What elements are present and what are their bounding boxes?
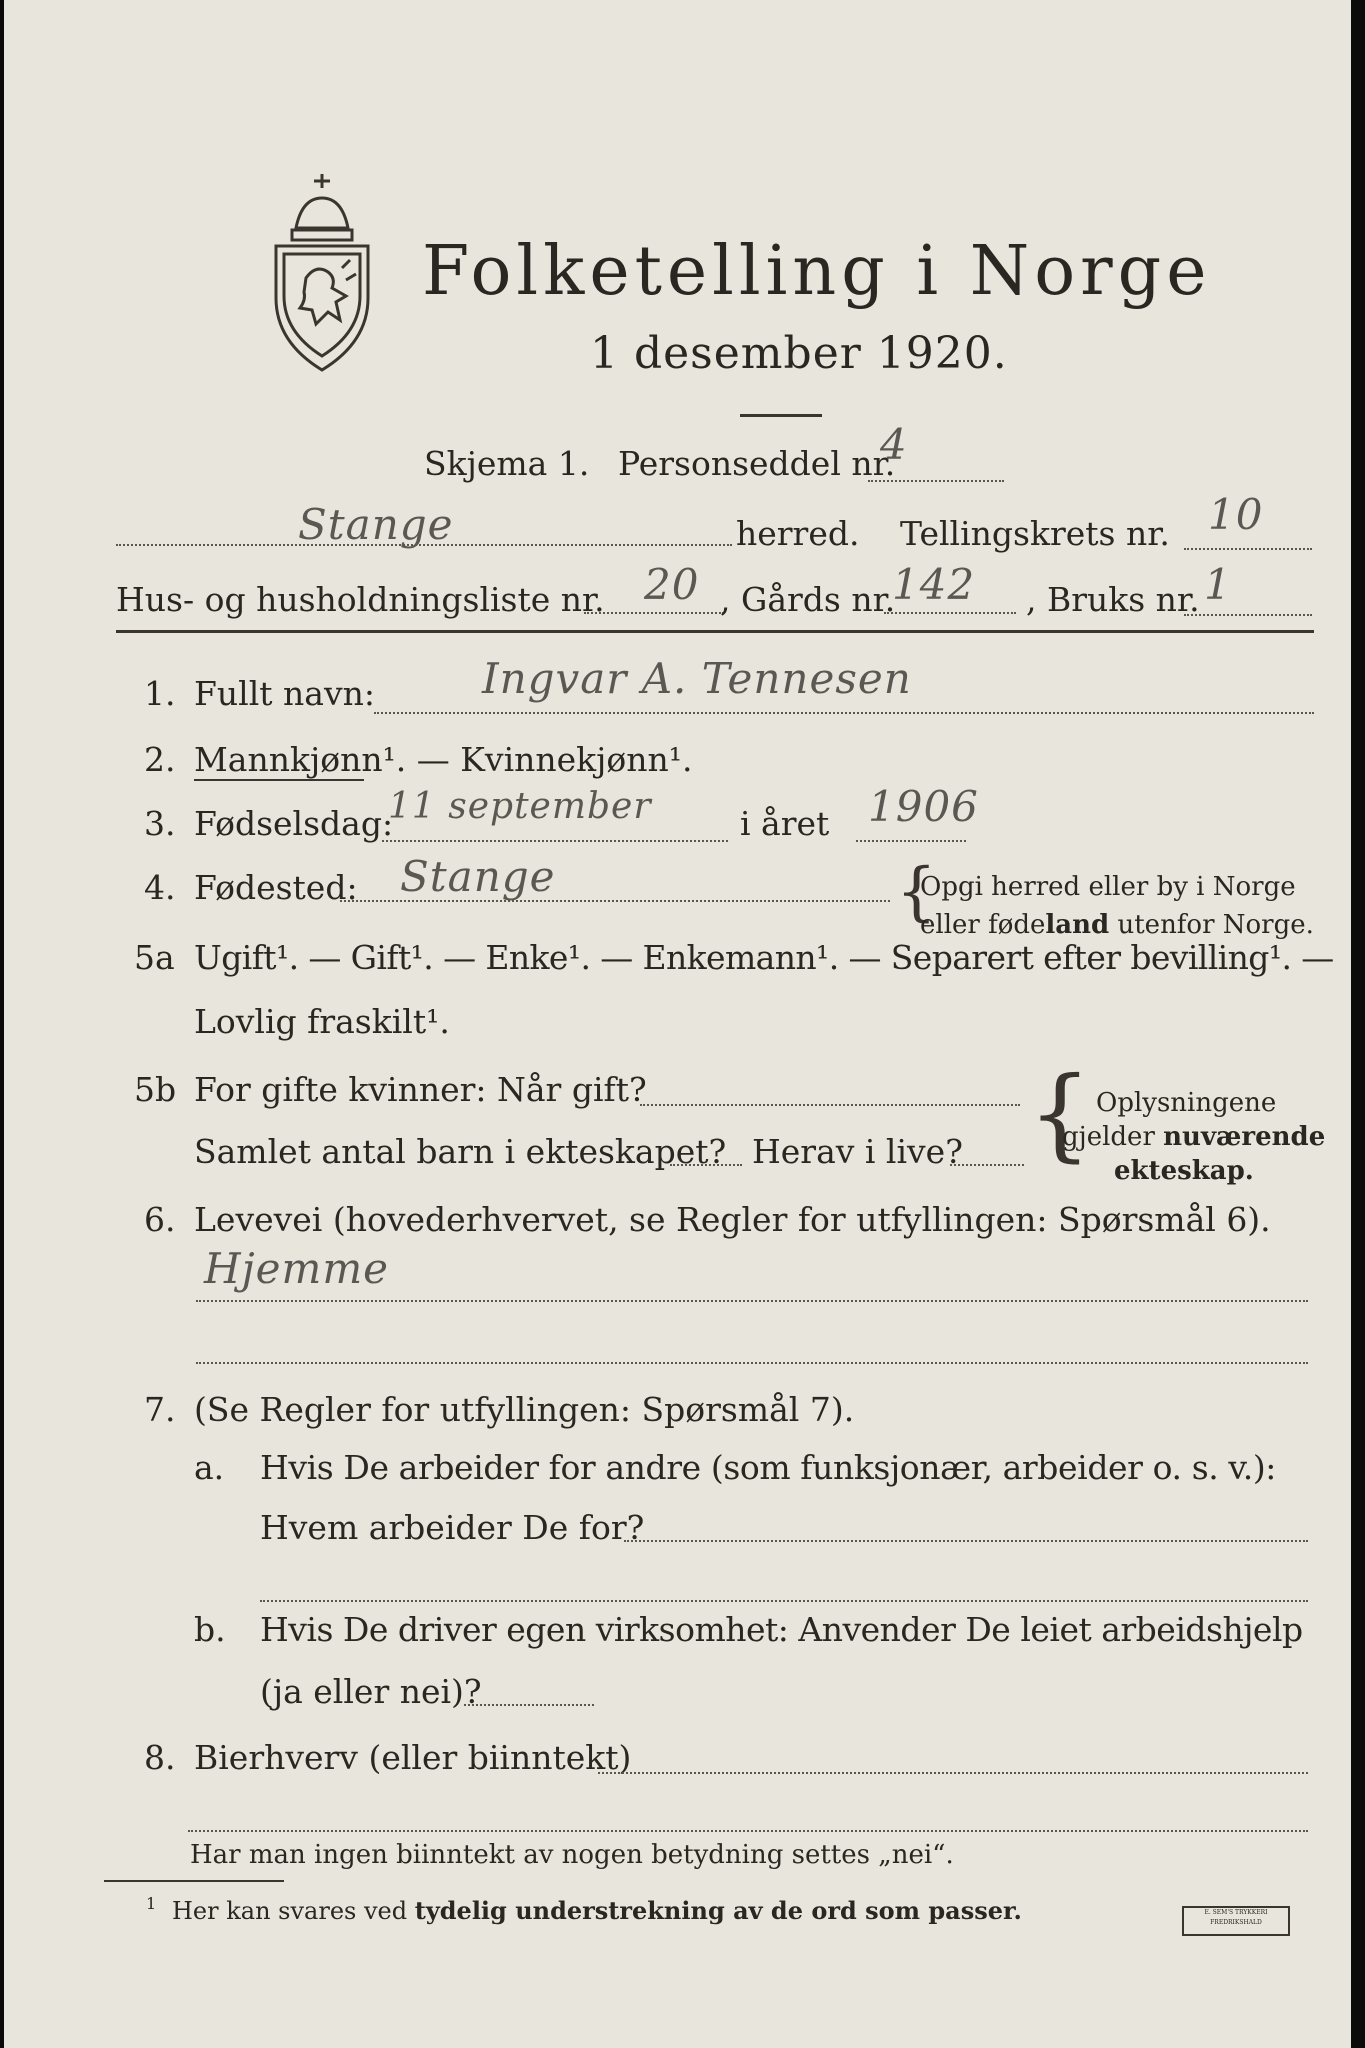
q7-number: 7. <box>144 1390 176 1429</box>
q4-birthplace-value: Stange <box>400 852 556 901</box>
full-name-field[interactable] <box>374 712 1314 714</box>
q5a-marital-options-line2: Lovlig fraskilt¹. <box>194 1002 450 1041</box>
q4-brace: { <box>896 855 937 929</box>
q5a-number: 5a <box>134 938 175 977</box>
q7a-line2: Hvem arbeider De for? <box>260 1508 645 1547</box>
q5b-brace: { <box>1028 1055 1092 1172</box>
q6-label: Levevei (hovederhvervet, se Regler for utfyllingen: Spørsmål 6). <box>194 1200 1271 1239</box>
bruks-value: 1 <box>1204 560 1232 609</box>
gards-label: , Gårds nr. <box>720 580 896 619</box>
q5b-note2: gjelder nuværende <box>1062 1122 1326 1152</box>
q7b-letter: b. <box>194 1610 226 1649</box>
schema-label: Skjema 1. <box>424 444 590 483</box>
herred-field[interactable] <box>116 544 732 546</box>
birthplace-field[interactable] <box>340 900 890 902</box>
personseddel-field[interactable] <box>868 480 1004 482</box>
hus-field[interactable] <box>584 612 724 614</box>
q8-note: Har man ingen biinntekt av nogen betydning settes „nei“. <box>190 1840 954 1870</box>
side-income-field-line1[interactable] <box>598 1772 1308 1774</box>
footnote-rule <box>104 1880 284 1882</box>
form-subtitle: 1 desember 1920. <box>590 328 1008 379</box>
tellingskrets-value: 10 <box>1208 490 1264 539</box>
q5b-number: 5b <box>134 1070 177 1109</box>
q5b-note1: Oplysningene <box>1096 1088 1277 1118</box>
q4-number: 4. <box>144 868 176 907</box>
birthday-field[interactable] <box>382 840 728 842</box>
q2-gender-options: Mannkjønn¹. — Kvinnekjønn¹. <box>194 740 693 779</box>
hired-help-field[interactable] <box>464 1704 594 1706</box>
birth-year-field[interactable] <box>856 840 966 842</box>
q4-label: Fødested: <box>194 868 358 907</box>
form-title: Folketelling i Norge <box>422 232 1212 311</box>
q6-number: 6. <box>144 1200 176 1239</box>
q8-number: 8. <box>144 1738 176 1777</box>
bruks-field[interactable] <box>1184 614 1312 616</box>
q5b-line1: For gifte kvinner: Når gift? <box>194 1070 647 1109</box>
q1-label: Fullt navn: <box>194 674 375 713</box>
header-rule <box>116 630 1314 633</box>
footnote-text: Her kan svares ved tydelig understrekning av de ord som passer. <box>172 1896 1022 1925</box>
gards-value: 142 <box>892 560 976 609</box>
norwegian-coat-of-arms-icon <box>262 168 382 378</box>
census-form-page <box>4 0 1351 2048</box>
children-total-field[interactable] <box>670 1164 742 1166</box>
footnote-mark: 1 <box>146 1894 157 1913</box>
tellingskrets-label: Tellingskrets nr. <box>900 514 1170 553</box>
married-date-field[interactable] <box>640 1104 1020 1106</box>
gender-underline <box>194 779 364 781</box>
q3-year-value: 1906 <box>868 782 979 831</box>
q3-label: Fødselsdag: <box>194 804 394 843</box>
bruks-label: , Bruks nr. <box>1026 580 1200 619</box>
q7-label: (Se Regler for utfyllingen: Spørsmål 7). <box>194 1390 855 1429</box>
tellingskrets-field[interactable] <box>1184 548 1312 550</box>
occupation-field-line2[interactable] <box>196 1362 1308 1364</box>
q3-year-label: i året <box>740 804 830 843</box>
personseddel-value: 4 <box>880 420 908 469</box>
herred-value: Stange <box>298 500 454 549</box>
q2-number: 2. <box>144 740 176 779</box>
occupation-field-line1[interactable] <box>196 1300 1308 1302</box>
q1-number: 1. <box>144 674 176 713</box>
q5b-line2: Samlet antal barn i ekteskapet? <box>194 1132 727 1171</box>
printer-stamp: E. SEM'S TRYKKERI FREDRIKSHALD <box>1182 1906 1290 1936</box>
q7b-line1: Hvis De driver egen virksomhet: Anvender De leiet arbeidshjelp <box>260 1610 1303 1649</box>
q4-note-line2: eller fødeland utenfor Norge. <box>920 910 1314 940</box>
q8-label: Bierhverv (eller biinntekt) <box>194 1738 632 1777</box>
q7a-letter: a. <box>194 1448 225 1487</box>
q1-full-name-value: Ingvar A. Tennesen <box>482 654 912 703</box>
q7a-line1: Hvis De arbeider for andre (som funksjonær, arbeider o. s. v.): <box>260 1448 1277 1487</box>
q3-birthday-value: 11 september <box>388 786 652 827</box>
side-income-field-line2[interactable] <box>188 1830 1308 1832</box>
hus-label: Hus- og husholdningsliste nr. <box>116 580 605 619</box>
hus-value: 20 <box>644 560 700 609</box>
employer-field-line2[interactable] <box>260 1600 1308 1602</box>
title-divider <box>740 414 822 417</box>
gards-field[interactable] <box>884 612 1016 614</box>
q5b-note3: ekteskap. <box>1114 1156 1254 1186</box>
children-alive-field[interactable] <box>950 1164 1024 1166</box>
herred-label: herred. <box>736 514 860 553</box>
personseddel-label: Personseddel nr. <box>618 444 896 483</box>
q7b-line2: (ja eller nei)? <box>260 1672 482 1711</box>
q6-occupation-value: Hjemme <box>204 1244 390 1293</box>
q3-number: 3. <box>144 804 176 843</box>
q5a-marital-options: Ugift¹. — Gift¹. — Enke¹. — Enkemann¹. — Separert efter bevilling¹. — <box>194 938 1334 977</box>
q5b-line2b: Herav i live? <box>752 1132 963 1171</box>
q4-note-line1: Opgi herred eller by i Norge <box>920 872 1296 902</box>
employer-field-line1[interactable] <box>624 1540 1308 1542</box>
